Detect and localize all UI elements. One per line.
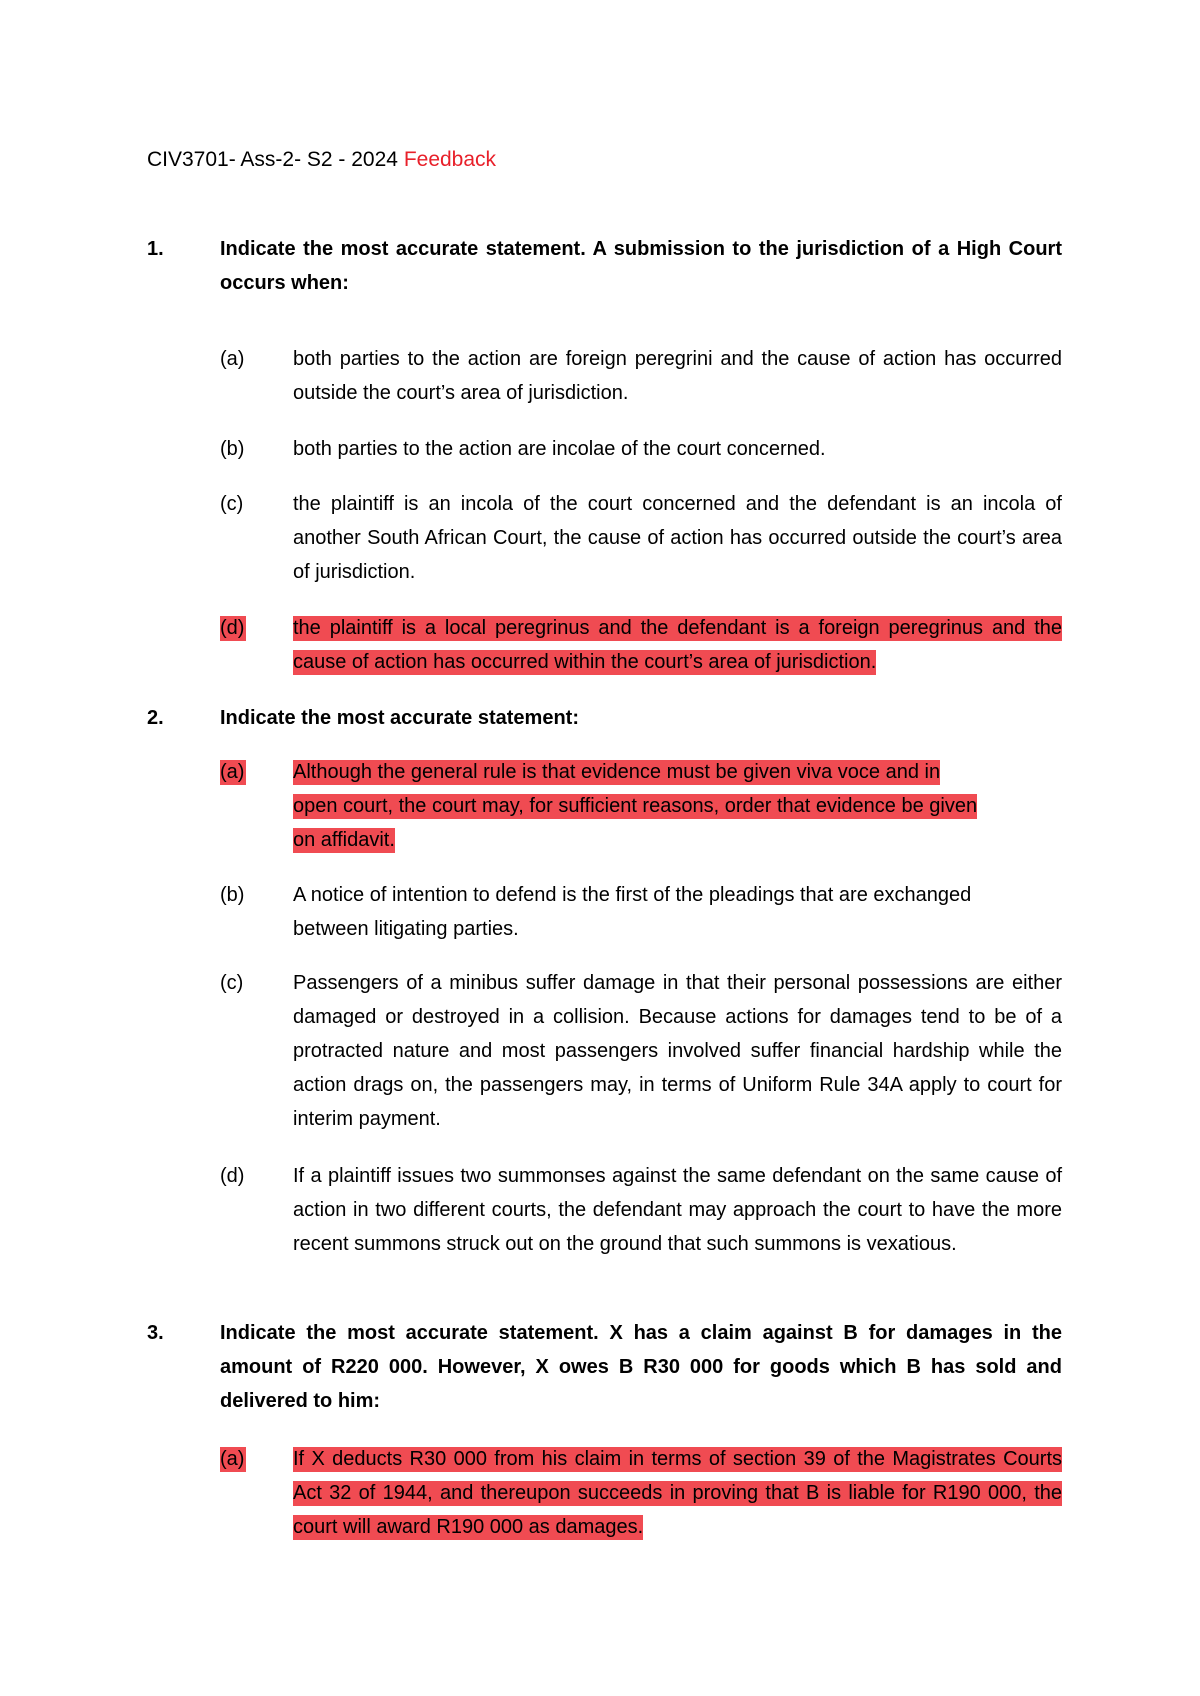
option-label: (a) xyxy=(220,1448,245,1470)
option-text-highlighted: If X deducts R30 000 from his claim in terms of section 39 of the Magistrates Courts Act 32 of 1944, and thereupon succeeds in proving that B is liable for R190 000, the court will award R190 000 as damages. xyxy=(293,1448,1062,1538)
question-number: 1. xyxy=(147,238,164,260)
option-label: (d) xyxy=(220,617,245,639)
title-feedback-label: Feedback xyxy=(403,148,497,171)
option-label: (a) xyxy=(220,348,245,370)
option-label: (a) xyxy=(220,761,245,783)
document-title xyxy=(147,146,496,174)
question-text: Indicate the most accurate statement. A submission to the jurisdiction of a High Court occurs when: xyxy=(220,238,1062,294)
option-text: If a plaintiff issues two summonses against the same defendant on the same cause of action in two different courts, the defendant may approach the court to have the more recent summons struck out on the ground that such summons is vexatious. xyxy=(293,1165,1062,1255)
question-text: Indicate the most accurate statement. X has a claim against B for damages in the amount of R220 000. However, X owes B R30 000 for goods which B has sold and delivered to him: xyxy=(220,1322,1062,1412)
option-text: the plaintiff is an incola of the court concerned and the defendant is an incola of another South African Court, the cause of action has occurred outside the court’s area of jurisdiction. xyxy=(293,493,1062,583)
option-text-highlighted: the plaintiff is a local peregrinus and the defendant is a foreign peregrinus and the cause of action has occurred within the court’s area of jurisdiction. xyxy=(293,617,1062,673)
option-label: (b) xyxy=(220,884,245,906)
option-label: (c) xyxy=(220,972,244,994)
option-text: A notice of intention to defend is the first of the pleadings that are exchanged between litigating parties. xyxy=(293,884,972,940)
option-label: (b) xyxy=(220,438,245,460)
option-text-highlighted: Although the general rule is that evidence must be given viva voce and in open court, the court may, for sufficient reasons, order that evidence be given on affidavit. xyxy=(293,761,978,851)
option-label: (c) xyxy=(220,493,244,515)
option-text: both parties to the action are incolae of the court concerned. xyxy=(293,438,826,460)
question-number: 2. xyxy=(147,707,164,729)
option-text: both parties to the action are foreign peregrini and the cause of action has occurred outside the court’s area of jurisdiction. xyxy=(293,348,1062,404)
question-number: 3. xyxy=(147,1322,164,1344)
option-label: (d) xyxy=(220,1165,245,1187)
title-text: CIV3701- Ass-2- S2 - 2024 xyxy=(147,148,398,171)
question-text: Indicate the most accurate statement: xyxy=(220,707,579,729)
option-text: Passengers of a minibus suffer damage in that their personal possessions are either damaged or destroyed in a collision. Because actions for damages tend to be of a protracted nature and most passengers involved suffer financial hardship while the action drags on, the passengers may, in terms of Uniform Rule 34A apply to court for interim payment. xyxy=(293,972,1062,1130)
